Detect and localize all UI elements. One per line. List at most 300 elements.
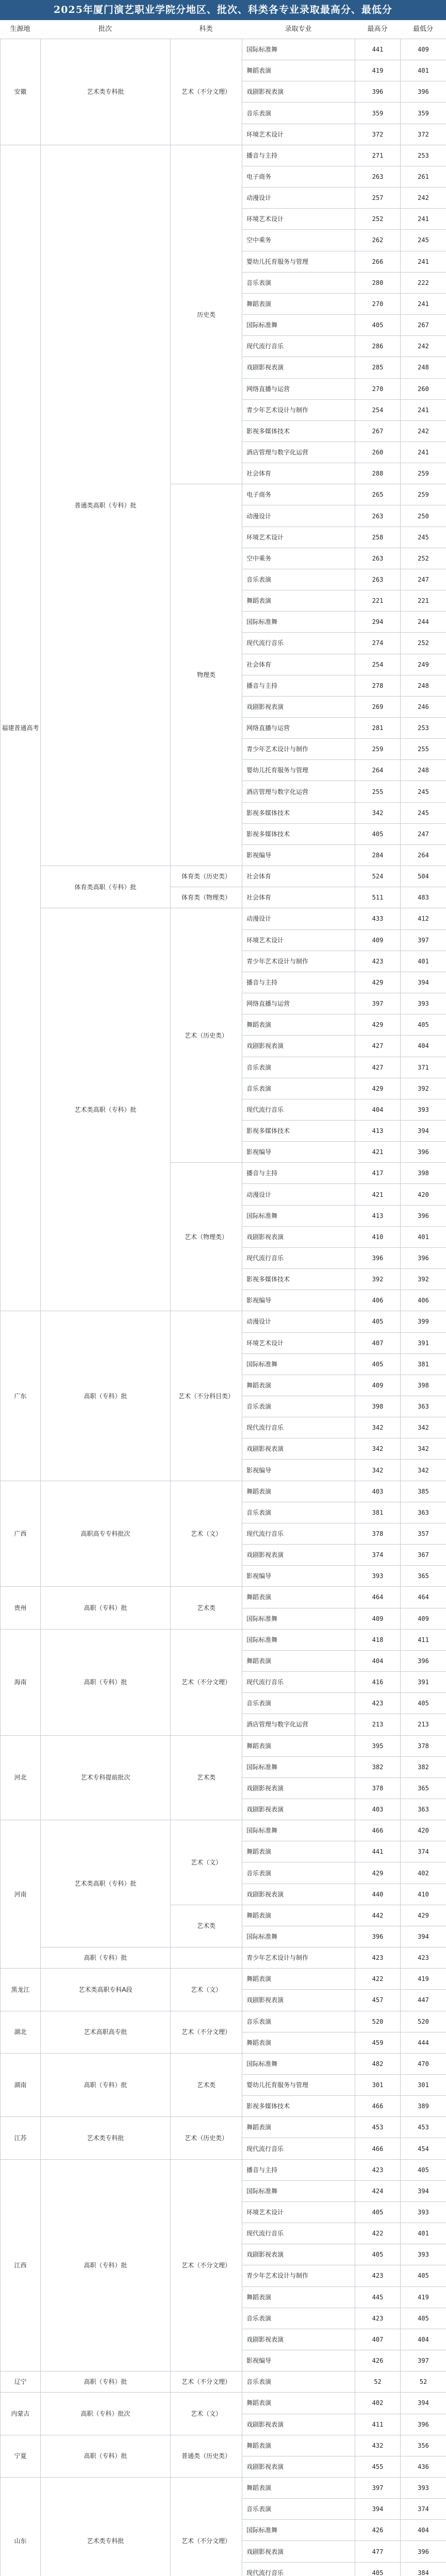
- min-score-cell: 221: [401, 590, 446, 612]
- major-cell: 舞蹈表演: [242, 1481, 355, 1502]
- max-score-cell: 406: [355, 1290, 401, 1311]
- min-score-cell: 248: [401, 357, 446, 378]
- region-cell: 海南: [1, 1629, 41, 1735]
- min-score-cell: 241: [401, 293, 446, 314]
- max-score-cell: 457: [355, 1990, 401, 2011]
- min-score-cell: 245: [401, 230, 446, 251]
- min-score-cell: 381: [401, 1353, 446, 1375]
- batch-cell: 艺术类高职（专科）批: [41, 1820, 171, 1947]
- major-cell: 酒店管理与数字化运营: [242, 442, 355, 463]
- major-cell: 音乐表演: [242, 2011, 355, 2032]
- max-score-cell: 394: [355, 2499, 401, 2520]
- max-score-cell: 424: [355, 2180, 401, 2201]
- major-cell: 影视编导: [242, 1566, 355, 1587]
- min-score-cell: 391: [401, 1672, 446, 1693]
- min-score-cell: 264: [401, 844, 446, 866]
- category-cell: 艺术（物理类）: [171, 1163, 242, 1311]
- major-cell: 环境艺术设计: [242, 929, 355, 951]
- max-score-cell: 413: [355, 1120, 401, 1141]
- min-score-cell: 419: [401, 2286, 446, 2308]
- max-score-cell: 396: [355, 81, 401, 103]
- min-score-cell: 259: [401, 484, 446, 505]
- major-cell: 播音与主持: [242, 2159, 355, 2180]
- min-score-cell: 397: [401, 2350, 446, 2371]
- major-cell: 音乐表演: [242, 1502, 355, 1523]
- category-cell: 艺术（不分文理）: [171, 39, 242, 145]
- major-cell: 舞蹈表演: [242, 2032, 355, 2053]
- major-cell: 环境艺术设计: [242, 124, 355, 145]
- category-cell: 艺术类: [171, 1587, 242, 1629]
- max-score-cell: 464: [355, 1587, 401, 1608]
- table-row: [1, 1587, 446, 1608]
- category-cell: 体育类（历史类）: [171, 866, 242, 887]
- min-score-cell: 410: [401, 1884, 446, 1905]
- table-row: [1, 1735, 446, 1756]
- major-cell: 环境艺术设计: [242, 1332, 355, 1353]
- major-cell: 舞蹈表演: [242, 1735, 355, 1756]
- header-region: 生源地: [10, 25, 30, 33]
- max-score-cell: 440: [355, 1884, 401, 1905]
- category-cell: 艺术（不分文理）: [171, 2371, 242, 2393]
- major-cell: 戏剧影视表演: [242, 1884, 355, 1905]
- min-score-cell: 396: [401, 1247, 446, 1268]
- max-score-cell: 417: [355, 1163, 401, 1184]
- max-score-cell: 281: [355, 718, 401, 739]
- score-table: [0, 39, 446, 2576]
- batch-cell: 高职（专科）批: [41, 1311, 171, 1481]
- major-cell: 国际标准舞: [242, 39, 355, 60]
- max-score-cell: 52: [355, 2371, 401, 2393]
- category-cell: 艺术（不分文理）: [171, 2011, 242, 2053]
- max-score-cell: 405: [355, 823, 401, 844]
- min-score-cell: 444: [401, 2032, 446, 2053]
- min-score-cell: 399: [401, 1311, 446, 1332]
- max-score-cell: 422: [355, 1969, 401, 1990]
- max-score-cell: 342: [355, 802, 401, 823]
- min-score-cell: 363: [401, 1799, 446, 1820]
- major-cell: 国际标准舞: [242, 1926, 355, 1947]
- min-score-cell: 374: [401, 1841, 446, 1862]
- region-cell: 黑龙江: [1, 1969, 41, 2011]
- region-cell: 河北: [1, 1735, 41, 1820]
- max-score-cell: 270: [355, 378, 401, 399]
- major-cell: 现代流行音乐: [242, 1523, 355, 1544]
- major-cell: 舞蹈表演: [242, 2286, 355, 2308]
- batch-cell: 体育类高职（专科）批: [41, 866, 171, 908]
- max-score-cell: 432: [355, 2435, 401, 2456]
- min-score-cell: 253: [401, 145, 446, 166]
- batch-cell: 高职（专科）批: [41, 1629, 171, 1735]
- min-score-cell: 372: [401, 124, 446, 145]
- major-cell: 社会体育: [242, 654, 355, 675]
- batch-cell: 高职（专科）批: [41, 2159, 171, 2371]
- max-score-cell: 405: [355, 2201, 401, 2223]
- min-score-cell: 245: [401, 802, 446, 823]
- min-score-cell: 248: [401, 760, 446, 781]
- max-score-cell: 252: [355, 209, 401, 230]
- min-score-cell: 382: [401, 1756, 446, 1777]
- max-score-cell: 278: [355, 675, 401, 696]
- major-cell: 戏剧影视表演: [242, 1226, 355, 1247]
- major-cell: 音乐表演: [242, 2308, 355, 2329]
- max-score-cell: 445: [355, 2286, 401, 2308]
- max-score-cell: 263: [355, 166, 401, 187]
- max-score-cell: 263: [355, 569, 401, 590]
- major-cell: 音乐表演: [242, 1057, 355, 1078]
- major-cell: 青少年艺术设计与制作: [242, 2265, 355, 2286]
- region-cell: 贵州: [1, 1587, 41, 1629]
- max-score-cell: 285: [355, 357, 401, 378]
- max-score-cell: 260: [355, 442, 401, 463]
- major-cell: 影视多媒体技术: [242, 1120, 355, 1141]
- max-score-cell: 397: [355, 2477, 401, 2498]
- max-score-cell: 466: [355, 1820, 401, 1841]
- table-row: [1, 1311, 446, 1332]
- score-table-body: [0, 39, 446, 2576]
- min-score-cell: 396: [401, 1650, 446, 1671]
- max-score-cell: 258: [355, 527, 401, 548]
- min-score-cell: 454: [401, 2138, 446, 2159]
- table-row: [1, 1947, 446, 1969]
- major-cell: 青少年艺术设计与制作: [242, 1947, 355, 1969]
- min-score-cell: 255: [401, 739, 446, 760]
- max-score-cell: 294: [355, 612, 401, 633]
- min-score-cell: 397: [401, 929, 446, 951]
- category-cell: 艺术类: [171, 2053, 242, 2116]
- min-score-cell: 396: [401, 1205, 446, 1226]
- region-cell: 湖北: [1, 2011, 41, 2053]
- major-cell: 国际标准舞: [242, 1629, 355, 1650]
- major-cell: 影视多媒体技术: [242, 420, 355, 442]
- min-score-cell: 464: [401, 1587, 446, 1608]
- min-score-cell: 242: [401, 336, 446, 357]
- table-row: [1, 2159, 446, 2180]
- batch-cell: 艺术类专科批: [41, 2477, 171, 2576]
- max-score-cell: 271: [355, 145, 401, 166]
- max-score-cell: 426: [355, 2350, 401, 2371]
- min-score-cell: 247: [401, 823, 446, 844]
- max-score-cell: 405: [355, 2244, 401, 2265]
- min-score-cell: 222: [401, 272, 446, 293]
- major-cell: 音乐表演: [242, 1693, 355, 1714]
- major-cell: 戏剧影视表演: [242, 2456, 355, 2477]
- min-score-cell: 394: [401, 2393, 446, 2414]
- major-cell: 社会体育: [242, 463, 355, 484]
- max-score-cell: 426: [355, 2520, 401, 2541]
- min-score-cell: 405: [401, 2265, 446, 2286]
- major-cell: 网络直播与运营: [242, 993, 355, 1014]
- min-score-cell: 241: [401, 399, 446, 420]
- max-score-cell: 262: [355, 230, 401, 251]
- min-score-cell: 301: [401, 2075, 446, 2096]
- major-cell: 动漫设计: [242, 1311, 355, 1332]
- header-max-score: 最高分: [367, 25, 388, 33]
- major-cell: 戏剧影视表演: [242, 2414, 355, 2435]
- major-cell: 影视编导: [242, 1460, 355, 1481]
- min-score-cell: 392: [401, 1078, 446, 1099]
- max-score-cell: 263: [355, 548, 401, 569]
- major-cell: 现代流行音乐: [242, 1247, 355, 1268]
- max-score-cell: 395: [355, 1735, 401, 1756]
- max-score-cell: 524: [355, 866, 401, 887]
- major-cell: 舞蹈表演: [242, 1650, 355, 1671]
- region-cell: 福建普通高考: [1, 145, 41, 1311]
- min-score-cell: 363: [401, 1396, 446, 1417]
- region-cell: 江西: [1, 2159, 41, 2371]
- min-score-cell: 504: [401, 866, 446, 887]
- max-score-cell: 269: [355, 696, 401, 717]
- min-score-cell: 393: [401, 2477, 446, 2498]
- major-cell: 国际标准舞: [242, 2180, 355, 2201]
- max-score-cell: 429: [355, 972, 401, 993]
- category-cell: 艺术类: [171, 1735, 242, 1820]
- max-score-cell: 423: [355, 1947, 401, 1969]
- max-score-cell: 266: [355, 251, 401, 272]
- major-cell: 国际标准舞: [242, 1608, 355, 1629]
- region-cell: 内蒙古: [1, 2393, 41, 2435]
- max-score-cell: 429: [355, 1078, 401, 1099]
- major-cell: 国际标准舞: [242, 1353, 355, 1375]
- major-cell: 音乐表演: [242, 569, 355, 590]
- major-cell: 电子商务: [242, 166, 355, 187]
- max-score-cell: 405: [355, 315, 401, 336]
- major-cell: 现代流行音乐: [242, 1417, 355, 1438]
- major-cell: 动漫设计: [242, 1184, 355, 1205]
- major-cell: 环境艺术设计: [242, 209, 355, 230]
- max-score-cell: 421: [355, 1142, 401, 1163]
- max-score-cell: 398: [355, 1396, 401, 1417]
- min-score-cell: 409: [401, 1608, 446, 1629]
- max-score-cell: 402: [355, 2393, 401, 2414]
- max-score-cell: 427: [355, 1036, 401, 1057]
- max-score-cell: 396: [355, 1926, 401, 1947]
- major-cell: 社会体育: [242, 887, 355, 908]
- category-cell: 普通类（历史类）: [171, 2435, 242, 2477]
- max-score-cell: 342: [355, 1417, 401, 1438]
- max-score-cell: 418: [355, 1629, 401, 1650]
- table-row: [1, 908, 446, 929]
- min-score-cell: 394: [401, 2180, 446, 2201]
- major-cell: 影视多媒体技术: [242, 802, 355, 823]
- batch-cell: 普通类高职（专科）批: [41, 145, 171, 866]
- max-score-cell: 405: [355, 1353, 401, 1375]
- min-score-cell: 483: [401, 887, 446, 908]
- batch-cell: 艺术类高职（专科）批: [41, 908, 171, 1311]
- max-score-cell: 421: [355, 1184, 401, 1205]
- min-score-cell: 374: [401, 2499, 446, 2520]
- max-score-cell: 459: [355, 2032, 401, 2053]
- max-score-cell: 263: [355, 505, 401, 527]
- min-score-cell: 391: [401, 1332, 446, 1353]
- min-score-cell: 396: [401, 81, 446, 103]
- category-cell: [171, 1947, 242, 1969]
- max-score-cell: 433: [355, 908, 401, 929]
- min-score-cell: 342: [401, 1417, 446, 1438]
- max-score-cell: 254: [355, 654, 401, 675]
- major-cell: 国际标准舞: [242, 612, 355, 633]
- major-cell: 影视多媒体技术: [242, 2096, 355, 2117]
- major-cell: 青少年艺术设计与制作: [242, 739, 355, 760]
- major-cell: 国际标准舞: [242, 2053, 355, 2074]
- major-cell: 音乐表演: [242, 103, 355, 124]
- max-score-cell: 413: [355, 1205, 401, 1226]
- max-score-cell: 342: [355, 1438, 401, 1460]
- major-cell: 戏剧影视表演: [242, 2541, 355, 2562]
- min-score-cell: 429: [401, 1905, 446, 1926]
- min-score-cell: 359: [401, 103, 446, 124]
- min-score-cell: 396: [401, 2414, 446, 2435]
- max-score-cell: 405: [355, 2562, 401, 2576]
- max-score-cell: 455: [355, 2456, 401, 2477]
- min-score-cell: 405: [401, 2159, 446, 2180]
- major-cell: 网络直播与运营: [242, 378, 355, 399]
- max-score-cell: 393: [355, 1566, 401, 1587]
- max-score-cell: 409: [355, 929, 401, 951]
- header-min-score: 最低分: [412, 25, 433, 33]
- min-score-cell: 260: [401, 378, 446, 399]
- batch-cell: 高职（专科）批: [41, 1587, 171, 1629]
- min-score-cell: 246: [401, 696, 446, 717]
- max-score-cell: 372: [355, 124, 401, 145]
- max-score-cell: 301: [355, 2075, 401, 2096]
- major-cell: 播音与主持: [242, 1163, 355, 1184]
- major-cell: 舞蹈表演: [242, 1587, 355, 1608]
- min-score-cell: 245: [401, 527, 446, 548]
- max-score-cell: 410: [355, 1226, 401, 1247]
- min-score-cell: 241: [401, 442, 446, 463]
- max-score-cell: 441: [355, 1841, 401, 1862]
- table-row: [1, 2477, 446, 2498]
- min-score-cell: 357: [401, 1523, 446, 1544]
- min-score-cell: 393: [401, 2201, 446, 2223]
- major-cell: 环境艺术设计: [242, 2201, 355, 2223]
- min-score-cell: 365: [401, 1777, 446, 1799]
- max-score-cell: 409: [355, 1375, 401, 1396]
- category-cell: 艺术类: [171, 1905, 242, 1947]
- major-cell: 戏剧影视表演: [242, 1799, 355, 1820]
- min-score-cell: 371: [401, 1057, 446, 1078]
- batch-cell: 高职（专科）批: [41, 2435, 171, 2477]
- min-score-cell: 267: [401, 315, 446, 336]
- major-cell: 影视编导: [242, 2350, 355, 2371]
- major-cell: 舞蹈表演: [242, 1905, 355, 1926]
- max-score-cell: 286: [355, 336, 401, 357]
- min-score-cell: 389: [401, 2096, 446, 2117]
- min-score-cell: 401: [401, 60, 446, 81]
- major-cell: 网络直播与运营: [242, 718, 355, 739]
- major-cell: 现代流行音乐: [242, 2138, 355, 2159]
- major-cell: 戏剧影视表演: [242, 696, 355, 717]
- batch-cell: 高职（专科）批: [41, 1947, 171, 1969]
- min-score-cell: 401: [401, 2223, 446, 2244]
- major-cell: 动漫设计: [242, 505, 355, 527]
- max-score-cell: 441: [355, 39, 401, 60]
- major-cell: 婴幼儿托育服务与管理: [242, 2075, 355, 2096]
- min-score-cell: 404: [401, 2520, 446, 2541]
- min-score-cell: 396: [401, 1142, 446, 1163]
- min-score-cell: 241: [401, 209, 446, 230]
- max-score-cell: 374: [355, 1545, 401, 1566]
- max-score-cell: 482: [355, 2053, 401, 2074]
- min-score-cell: 405: [401, 1693, 446, 1714]
- category-cell: 物理类: [171, 484, 242, 866]
- max-score-cell: 453: [355, 2117, 401, 2138]
- major-cell: 环境艺术设计: [242, 527, 355, 548]
- max-score-cell: 342: [355, 1460, 401, 1481]
- major-cell: 影视编导: [242, 1290, 355, 1311]
- max-score-cell: 284: [355, 844, 401, 866]
- category-cell: 艺术（文）: [171, 1481, 242, 1587]
- max-score-cell: 407: [355, 1332, 401, 1353]
- max-score-cell: 381: [355, 1502, 401, 1523]
- min-score-cell: 447: [401, 1990, 446, 2011]
- min-score-cell: 244: [401, 612, 446, 633]
- major-cell: 酒店管理与数字化运营: [242, 1714, 355, 1735]
- category-cell: 艺术（不分科目类）: [171, 1311, 242, 1481]
- batch-cell: 高职（专科）批: [41, 2371, 171, 2393]
- major-cell: 音乐表演: [242, 272, 355, 293]
- table-row: [1, 1969, 446, 1990]
- table-row: [1, 2053, 446, 2074]
- max-score-cell: 423: [355, 2265, 401, 2286]
- min-score-cell: 470: [401, 2053, 446, 2074]
- min-score-cell: 394: [401, 1120, 446, 1141]
- header-category: 科类: [199, 25, 213, 33]
- min-score-cell: 409: [401, 39, 446, 60]
- batch-cell: 艺术类专科批: [41, 39, 171, 145]
- table-row: [1, 2435, 446, 2456]
- min-score-cell: 213: [401, 1714, 446, 1735]
- major-cell: 舞蹈表演: [242, 1375, 355, 1396]
- min-score-cell: 412: [401, 908, 446, 929]
- min-score-cell: 420: [401, 1184, 446, 1205]
- region-cell: 宁夏: [1, 2435, 41, 2477]
- major-cell: 现代流行音乐: [242, 2562, 355, 2576]
- major-cell: 青少年艺术设计与制作: [242, 951, 355, 972]
- table-row: [1, 39, 446, 60]
- major-cell: 音乐表演: [242, 1396, 355, 1417]
- major-cell: 戏剧影视表演: [242, 1438, 355, 1460]
- min-score-cell: 453: [401, 2117, 446, 2138]
- major-cell: 音乐表演: [242, 1078, 355, 1099]
- min-score-cell: 342: [401, 1460, 446, 1481]
- max-score-cell: 396: [355, 1247, 401, 1268]
- min-score-cell: 411: [401, 1629, 446, 1650]
- max-score-cell: 221: [355, 590, 401, 612]
- major-cell: 舞蹈表演: [242, 2435, 355, 2456]
- min-score-cell: 398: [401, 1375, 446, 1396]
- major-cell: 戏剧影视表演: [242, 1036, 355, 1057]
- max-score-cell: 411: [355, 2414, 401, 2435]
- major-cell: 舞蹈表演: [242, 1014, 355, 1036]
- batch-cell: 高职（专科）批次: [41, 2393, 171, 2435]
- max-score-cell: 259: [355, 739, 401, 760]
- max-score-cell: 429: [355, 1862, 401, 1884]
- major-cell: 影视多媒体技术: [242, 1269, 355, 1290]
- min-score-cell: 393: [401, 993, 446, 1014]
- major-cell: 播音与主持: [242, 972, 355, 993]
- major-cell: 戏剧影视表演: [242, 2329, 355, 2350]
- table-row: [1, 2011, 446, 2032]
- min-score-cell: 253: [401, 718, 446, 739]
- major-cell: 音乐表演: [242, 2499, 355, 2520]
- batch-cell: 艺术专科提前批次: [41, 1735, 171, 1820]
- min-score-cell: 398: [401, 1163, 446, 1184]
- major-cell: 舞蹈表演: [242, 1841, 355, 1862]
- region-cell: 广西: [1, 1481, 41, 1587]
- major-cell: 舞蹈表演: [242, 1969, 355, 1990]
- major-cell: 播音与主持: [242, 145, 355, 166]
